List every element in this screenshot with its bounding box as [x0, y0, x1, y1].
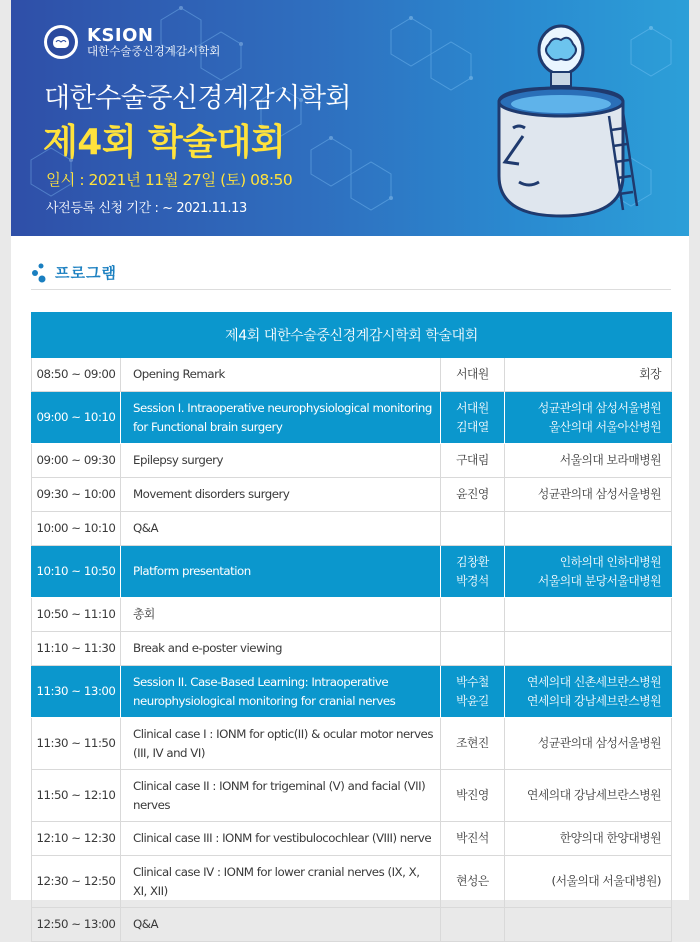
speaker-name: 박수철	[456, 674, 489, 689]
row-speakers	[441, 908, 505, 942]
row-institutions	[505, 908, 672, 942]
row-title: Session I. Intraoperative neurophysiological monitoring for Functional brain surgery	[121, 392, 441, 444]
speaker-name: 조현진	[456, 736, 489, 750]
institution-name: 인하의대 인하대병원	[559, 554, 662, 569]
institution-name: 성균관의대 삼성서울병원	[537, 487, 662, 501]
row-speakers	[441, 478, 505, 512]
program-section-header	[31, 256, 671, 290]
page	[11, 0, 689, 931]
row-institutions	[505, 392, 672, 444]
speaker-name: 구대림	[456, 453, 489, 467]
row-time: 11:50 ~ 12:10	[32, 770, 121, 822]
institution-name: 한양의대 한양대병원	[559, 831, 662, 845]
row-speakers	[441, 392, 505, 444]
program-row	[32, 444, 672, 478]
brain-seal-icon	[43, 24, 79, 60]
row-time: 11:30 ~ 13:00	[32, 666, 121, 718]
institution-name: 서울의대 분당서울대병원	[537, 573, 662, 588]
session-row	[32, 546, 672, 598]
row-institutions	[505, 632, 672, 666]
row-title: 총회	[121, 598, 441, 632]
row-speakers	[441, 856, 505, 908]
logo-subtitle: 대한수술중신경계감시학회	[87, 44, 221, 59]
speaker-name: 윤진영	[456, 487, 489, 501]
row-title: Clinical case IV : IONM for lower cranial nerves (IX, X, XI, XII)	[121, 856, 441, 908]
row-speakers	[441, 444, 505, 478]
row-time: 09:00 ~ 10:10	[32, 392, 121, 444]
speaker-name: 박진석	[456, 831, 489, 845]
society-logo	[43, 24, 220, 60]
row-speakers	[441, 718, 505, 770]
speaker-name: 김대열	[456, 419, 489, 434]
row-title: Opening Remark	[121, 358, 441, 392]
row-speakers	[441, 822, 505, 856]
institution-name: 연세의대 강남세브란스병원	[527, 788, 662, 802]
row-time: 10:00 ~ 10:10	[32, 512, 121, 546]
row-title: Platform presentation	[121, 546, 441, 598]
program-row	[32, 512, 672, 546]
row-institutions	[505, 666, 672, 718]
institution-name: 울산의대 서울아산병원	[548, 419, 662, 434]
row-time: 10:10 ~ 10:50	[32, 546, 121, 598]
institution-name: (서울의대 서울대병원)	[551, 874, 662, 888]
speaker-name: 박경석	[456, 573, 489, 588]
society-name: 대한수술중신경계감시학회	[44, 83, 351, 114]
row-time: 08:50 ~ 09:00	[32, 358, 121, 392]
row-title: Q&A	[121, 512, 441, 546]
row-time: 09:00 ~ 09:30	[32, 444, 121, 478]
row-institutions	[505, 358, 672, 392]
program-row	[32, 632, 672, 666]
row-institutions	[505, 512, 672, 546]
section-title: 프로그램	[55, 264, 117, 282]
program-row	[32, 598, 672, 632]
row-time: 11:30 ~ 11:50	[32, 718, 121, 770]
row-speakers	[441, 770, 505, 822]
institution-name: 성균관의대 삼성서울병원	[537, 736, 662, 750]
row-institutions	[505, 770, 672, 822]
speaker-name: 김창환	[456, 554, 489, 569]
institution-name: 연세의대 강남세브란스병원	[527, 693, 662, 708]
conference-title: 제4회 학술대회	[43, 122, 286, 163]
row-title: Movement disorders surgery	[121, 478, 441, 512]
logo-title: KSION	[87, 24, 154, 46]
row-institutions	[505, 822, 672, 856]
program-row	[32, 478, 672, 512]
event-date: 일시 : 2021년 11월 27일 (토) 08:50	[46, 171, 293, 189]
row-speakers	[441, 512, 505, 546]
row-title: Session II. Case-Based Learning: Intraoperative neurophysiological monitoring for cranial nerves	[121, 666, 441, 718]
row-time: 12:30 ~ 12:50	[32, 856, 121, 908]
row-title: Clinical case II : IONM for trigeminal (V) and facial (VII) nerves	[121, 770, 441, 822]
speaker-name: 서대원	[456, 367, 489, 381]
row-institutions	[505, 444, 672, 478]
row-institutions	[505, 856, 672, 908]
speaker-name: 현성은	[456, 874, 489, 888]
row-speakers	[441, 598, 505, 632]
institution-name: 성균관의대 삼성서울병원	[537, 400, 662, 415]
session-row	[32, 666, 672, 718]
row-title: Epilepsy surgery	[121, 444, 441, 478]
program-table-title: 제4회 대한수술중신경계감시학회 학술대회	[32, 313, 672, 358]
row-institutions	[505, 478, 672, 512]
row-institutions	[505, 546, 672, 598]
row-title: Clinical case III : IONM for vestibulocochlear (VIII) nerve	[121, 822, 441, 856]
program-row	[32, 718, 672, 770]
row-time: 12:10 ~ 12:30	[32, 822, 121, 856]
row-time: 09:30 ~ 10:00	[32, 478, 121, 512]
row-title: Q&A	[121, 908, 441, 942]
session-row	[32, 392, 672, 444]
program-row	[32, 770, 672, 822]
row-time: 12:50 ~ 13:00	[32, 908, 121, 942]
registration-period: 사전등록 신청 기간 : ~ 2021.11.13	[46, 201, 247, 216]
institution-name: 서울의대 보라매병원	[559, 453, 662, 467]
row-institutions	[505, 718, 672, 770]
row-time: 10:50 ~ 11:10	[32, 598, 121, 632]
row-institutions	[505, 598, 672, 632]
row-speakers	[441, 546, 505, 598]
program-row	[32, 822, 672, 856]
row-speakers	[441, 666, 505, 718]
head-lightbulb-illustration	[489, 24, 639, 220]
row-time: 11:10 ~ 11:30	[32, 632, 121, 666]
program-row	[32, 358, 672, 392]
row-title: Break and e-poster viewing	[121, 632, 441, 666]
speaker-name: 박윤길	[456, 693, 489, 708]
program-row	[32, 856, 672, 908]
program-row	[32, 908, 672, 942]
institution-name: 연세의대 신촌세브란스병원	[527, 674, 662, 689]
speaker-name: 박진영	[456, 788, 489, 802]
program-table	[31, 312, 672, 942]
row-title: Clinical case I : IONM for optic(II) & ocular motor nerves (III, IV and VI)	[121, 718, 441, 770]
row-speakers	[441, 358, 505, 392]
institution-name: 회장	[639, 367, 662, 381]
banner	[11, 0, 689, 236]
row-speakers	[441, 632, 505, 666]
speaker-name: 서대원	[456, 400, 489, 415]
dots-icon	[31, 262, 47, 284]
